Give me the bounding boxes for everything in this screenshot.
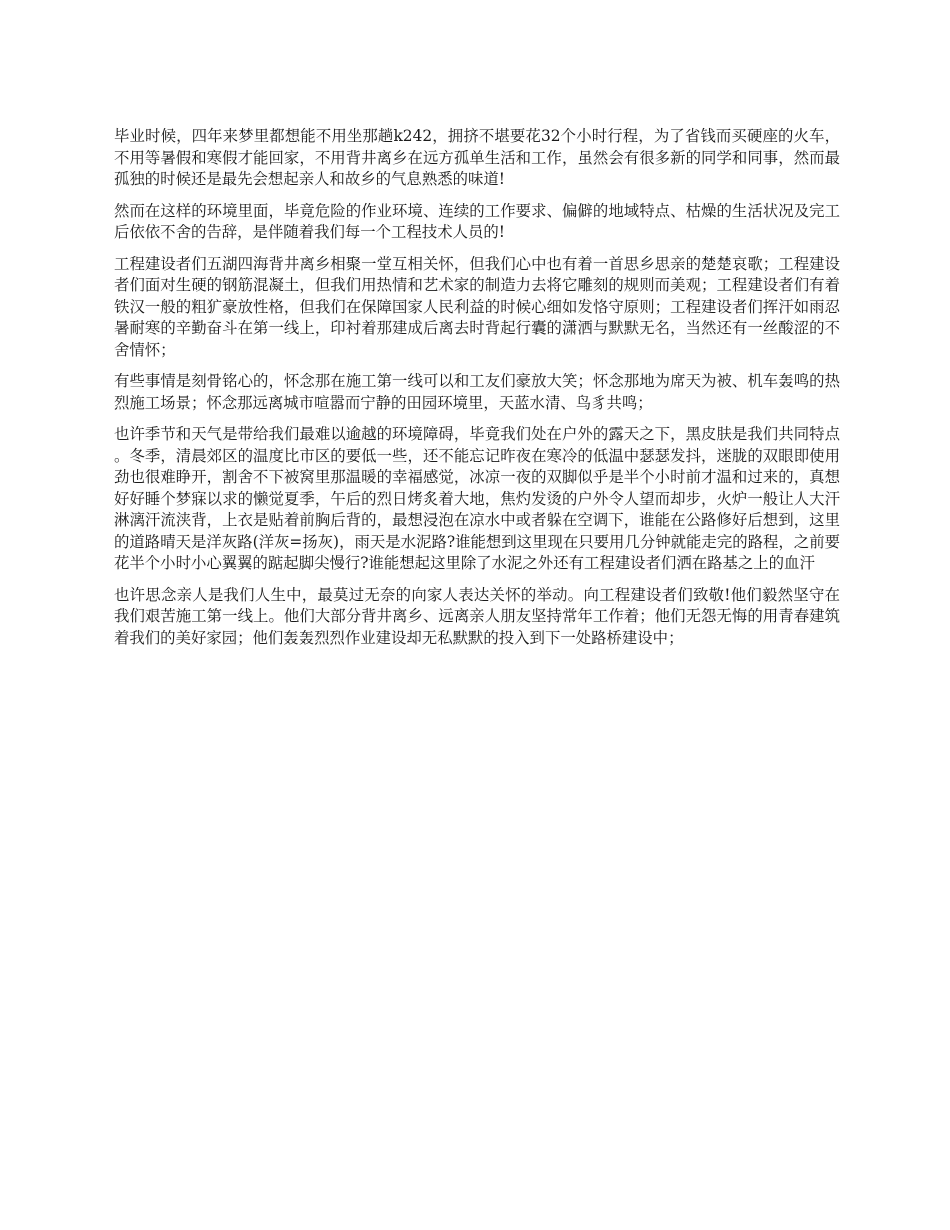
paragraph-graduation: 毕业时候，四年来梦里都想能不用坐那趟k242，拥挤不堪要花32个小时行程，为了省钱而买硬座的火车，不用等暑假和寒假才能回家，不用背井离乡在远方孤单生活和工作，虽然会有很多新的同学和同事，然而最孤独的时候还是最先会想起亲人和故乡的气息熟悉的味道! — [114, 127, 840, 188]
document-page — [114, 126, 840, 659]
paragraph-seasons: 也许季节和天气是带给我们最难以逾越的环境障碍，毕竟我们处在户外的露天之下，黑皮肤是我们共同特点。冬季，清晨郊区的温度比市区的要低一些，还不能忘记昨夜在寒冷的低温中瑟瑟发抖，迷胧的双眼即使用劲也很难睁开，割舍不下被窝里那温暖的幸福感觉，冰凉一夜的双脚似乎是半个小时前才温和过来的，真想好好睡个梦寐以求的懒觉夏季，午后的烈日烤炙着大地，焦灼发烫的户外令人望而却步，火炉一般让人大汗淋漓汗流浃背，上衣是贴着前胸后背的，最想浸泡在凉水中或者躲在空调下，谁能在公路修好后想到，这里的道路晴天是洋灰路(洋灰=扬灰)，雨天是水泥路?谁能想到这里现在只要用几分钟就能走完的路程，之前要花半个小时小心翼翼的踮起脚尖慢行?谁能想起这里除了水泥之外还有工程建设者们洒在路基之上的血汗 — [114, 425, 840, 572]
paragraph-tribute: 也许思念亲人是我们人生中，最莫过无奈的向家人表达关怀的举动。向工程建设者们致敬!他们毅然坚守在我们艰苦施工第一线上。他们大部分背井离乡、远离亲人朋友坚持常年工作着；他们无怨无悔的用青春建筑着我们的美好家园；他们轰轰烈烈作业建设却无私默默的投入到下一处路桥建设中； — [114, 585, 840, 647]
paragraph-environment: 然而在这样的环境里面，毕竟危险的作业环境、连续的工作要求、偏僻的地域特点、枯燥的生活状况及完工后依依不舍的告辞，是伴随着我们每一个工程技术人员的! — [114, 201, 840, 241]
paragraph-memories: 有些事情是刻骨铭心的，怀念那在施工第一线可以和工友们豪放大笑；怀念那地为席天为被、机车轰鸣的热烈施工场景；怀念那远离城市喧嚣而宁静的田园环境里，天蓝水清、鸟豸共鸣； — [114, 372, 840, 412]
paragraph-builders: 工程建设者们五湖四海背井离乡相聚一堂互相关怀，但我们心中也有着一首思乡思亲的楚楚哀歌；工程建设者们面对生硬的钢筋混凝土，但我们用热情和艺术家的制造力去将它雕刻的规则而美观；工程建设者们有着铁汉一般的粗犷豪放性格，但我们在保障国家人民利益的时候心细如发恪守原则；工程建设者们挥汗如雨忍暑耐寒的辛勤奋斗在第一线上，印衬着那建成后离去时背起行囊的潇洒与默默无名，当然还有一丝酸涩的不舍情怀； — [114, 254, 840, 359]
